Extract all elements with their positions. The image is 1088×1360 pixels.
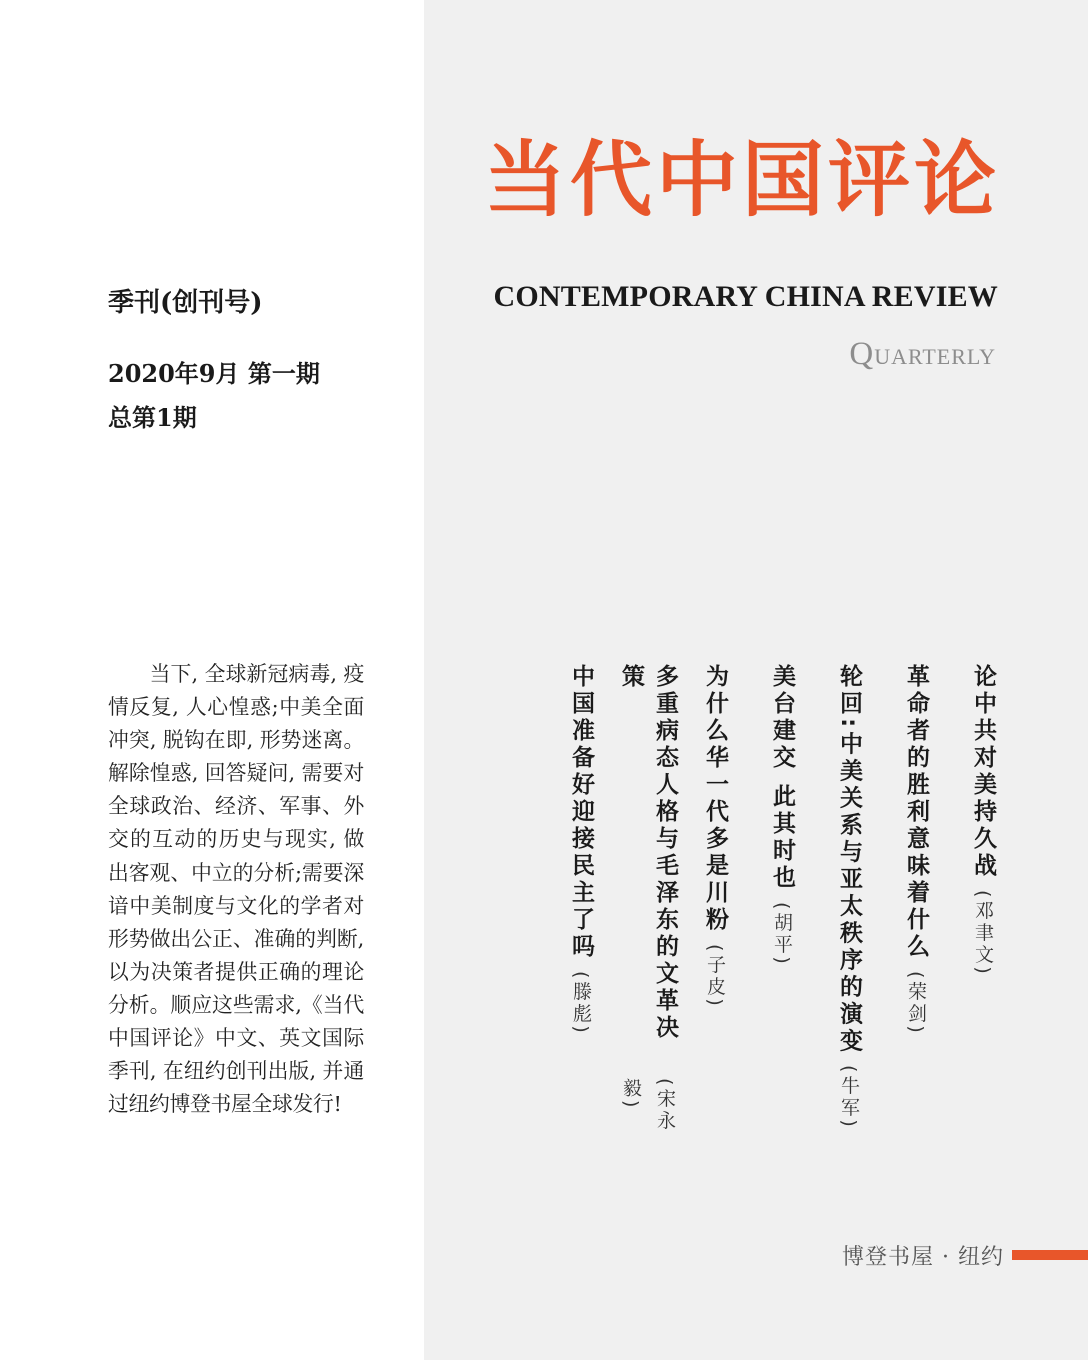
issue-total: 总第1期 (108, 403, 197, 432)
contents-item-title: 轮回:中美关系与亚太秩序的演变 (836, 664, 862, 1056)
contents-item-title: 中国准备好迎接民主了吗 (568, 664, 594, 961)
contents-item-title: 多重病态人格与毛泽东的文革决策 (618, 664, 678, 1042)
table-of-contents (560, 664, 1000, 1164)
quarterly-initial: Q (849, 336, 875, 372)
chinese-title: 当代中国评论 (483, 133, 1000, 228)
contents-item-author: (荣剑) (905, 971, 927, 1036)
contents-item-author: (滕彪) (570, 971, 592, 1036)
english-title: CONTEMPORARY CHINA REVIEW (493, 280, 998, 313)
contents-item (618, 664, 678, 1164)
contents-item-title: 论中共对美持久战 (970, 664, 996, 880)
contents-item-author: (宋永毅) (620, 1077, 676, 1132)
contents-item (564, 664, 598, 1164)
contents-item (765, 664, 799, 1164)
contents-item-author: (胡平) (771, 902, 793, 967)
quarterly-label (849, 336, 996, 373)
contents-item-author: (子皮) (704, 944, 726, 1009)
publisher-label: 博登书屋 · 纽约 (842, 1245, 1004, 1270)
accent-bar (1012, 1250, 1088, 1260)
issue-date: 2020年9月 第一期 (108, 359, 320, 388)
contents-item-title: 为什么华一代多是川粉 (702, 664, 728, 934)
contents-item-author: (邓聿文) (972, 890, 994, 977)
contents-item (966, 664, 1000, 1164)
contents-item-title: 革命者的胜利意味着什么 (903, 664, 929, 961)
intro-paragraph: 当下, 全球新冠病毒, 疫情反复, 人心惶惑;中美全面冲突, 脱钩在即, 形势迷离。解除惶惑, 回答疑问, 需要对全球政治、经济、军事、外交的互动的历史与现实, 做出客观、中立的分析;需要深谙中美制度与文化的学者对形势做出公正、准确的判断, 以为决策者提供正确的理论分析。顺应这些需求,《当代中国评论》中文、英文国际季刊, 在纽约创刊出版, 并通过纽约博登书屋全球发行! (108, 662, 364, 1117)
contents-item (832, 664, 866, 1164)
quarterly-rest: UARTERLY (874, 344, 996, 369)
contents-item-title: 美台建交 此其时也 (769, 664, 795, 893)
contents-item (698, 664, 732, 1164)
contents-item-author: (牛军) (838, 1065, 860, 1131)
issue-type: 季刊(创刊号) (108, 288, 263, 318)
contents-item (899, 664, 933, 1164)
